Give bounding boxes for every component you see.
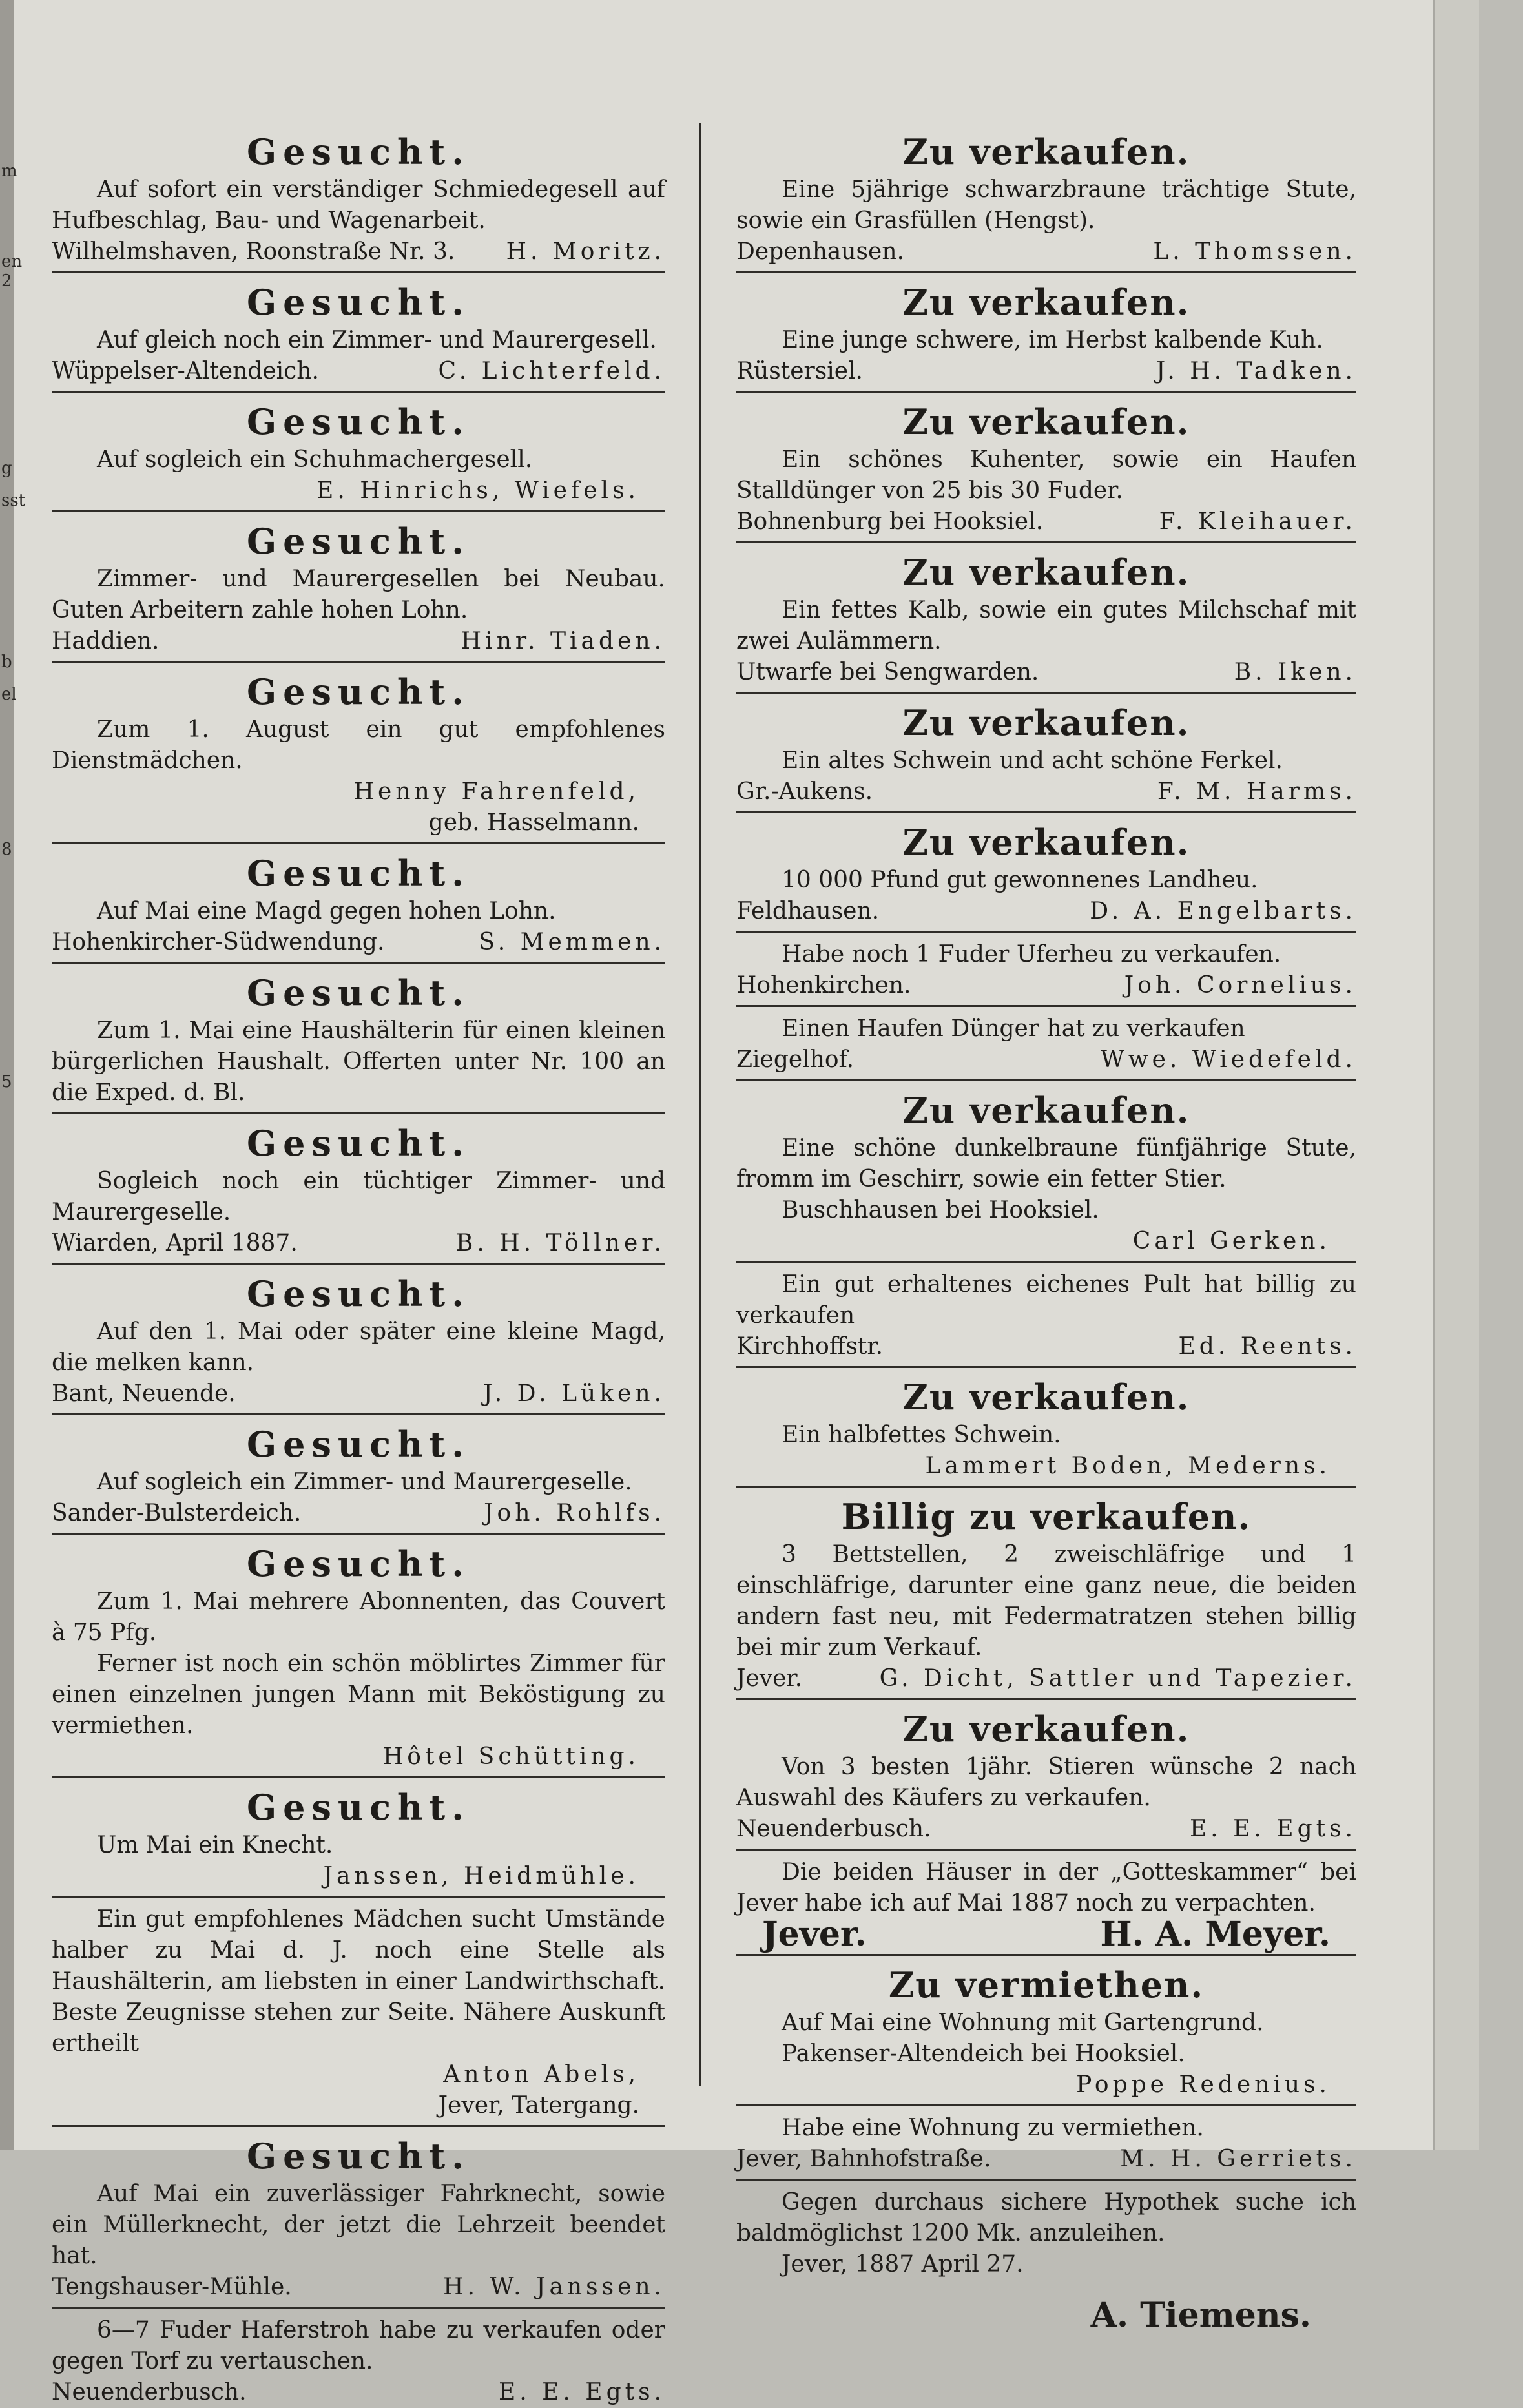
advertisement (736, 1962, 1356, 2106)
ad-signature: Anton Abels, (443, 2061, 639, 2088)
ad-signature: Henny Fahrenfeld, (353, 778, 639, 805)
advertisement (52, 1121, 665, 1265)
ad-signature-row (736, 236, 1356, 267)
ad-text: Eine junge schwere, im Herbst kalbende Kuh. (782, 327, 1323, 353)
page-edge (1433, 0, 1479, 2150)
advertisement (736, 1707, 1356, 1851)
left-column (52, 129, 665, 2408)
ad-heading: Gesucht. (246, 1123, 471, 1164)
ad-rule (736, 931, 1356, 933)
margin-fragment: 2 (1, 271, 12, 291)
ad-signature-row (736, 970, 1356, 1001)
margin-fragment: en (1, 252, 23, 271)
ad-location: Wüppelser-Altendeich. (52, 358, 319, 384)
ad-heading: Gesucht. (246, 1787, 471, 1828)
ad-text: Eine schöne dunkelbraune fünfjährige Stute, fromm im Geschirr, sowie ein fetter Stier. (736, 1135, 1356, 1192)
ad-signature: Ed. Reents. (1178, 1333, 1356, 1360)
advertisement (736, 1857, 1356, 1956)
advertisement (52, 280, 665, 393)
ad-rule (52, 2125, 665, 2127)
ad-signature: E. Hinrichs, Wiefels. (316, 477, 639, 504)
ad-rule (736, 2104, 1356, 2106)
ad-heading: Gesucht. (246, 1543, 471, 1584)
ad-location: Rüstersiel. (736, 358, 863, 384)
advertisement (736, 129, 1356, 273)
ad-signature: C. Lichterfeld. (438, 358, 665, 384)
advertisement (736, 550, 1356, 694)
ad-text: Sogleich noch ein tüchtiger Zimmer- und Maurergeselle. (52, 1168, 665, 1225)
ad-heading: Gesucht. (246, 1273, 471, 1314)
ad-heading: Gesucht. (246, 521, 471, 562)
ad-signature-row (52, 927, 665, 958)
ad-signature-row (736, 1044, 1356, 1075)
ad-text: Zum 1. Mai eine Haushälterin für einen kleinen bürgerlichen Haushalt. Offerten unter Nr. 100 an die Exped. d. Bl. (52, 1017, 665, 1106)
margin-fragment: sst (1, 491, 26, 510)
ad-signature-line2: geb. Hasselmann. (428, 809, 639, 836)
ad-rule (52, 1776, 665, 1778)
ad-location: Ziegelhof. (736, 1046, 855, 1073)
ad-text: Buschhausen bei Hooksiel. (782, 1197, 1099, 1223)
ad-rule (736, 271, 1356, 273)
ad-signature: Lammert Boden, Mederns. (925, 1453, 1331, 1479)
ad-location: Gr.-Aukens. (736, 778, 873, 805)
ad-signature: L. Thomssen. (1153, 238, 1356, 265)
advertisement (52, 519, 665, 663)
advertisement (52, 1422, 665, 1535)
ad-text: Von 3 besten 1jähr. Stieren wünsche 2 nach Auswahl des Käufers zu verkaufen. (736, 1754, 1356, 1811)
ad-signature-row (736, 1663, 1356, 1694)
column-divider (699, 123, 701, 2086)
ad-signature-row (736, 1331, 1356, 1362)
advertisement (52, 669, 665, 844)
advertisement (736, 1013, 1356, 1081)
advertisement (52, 399, 665, 512)
advertisement (736, 1269, 1356, 1368)
ad-rule (736, 1486, 1356, 1488)
ad-text: Auf gleich noch ein Zimmer- und Maurergesell. (97, 327, 657, 353)
ad-text: 3 Bettstellen, 2 zweischläfrige und 1 einschläfrige, darunter eine ganz neue, die beiden andern fast neu, mit Federmatratzen stehen billig bei mir zum Verkauf. (736, 1541, 1356, 1661)
ad-text: Auf sofort ein verständiger Schmiedegesell auf Hufbeschlag, Bau- und Wagenarbeit. (52, 176, 665, 234)
ad-text: Auf den 1. Mai oder später eine kleine Magd, die melken kann. (52, 1318, 665, 1376)
ad-location: Wilhelmshaven, Roonstraße Nr. 3. (52, 238, 455, 265)
advertisement (736, 2113, 1356, 2181)
ad-location: Neuenderbusch. (52, 2379, 247, 2405)
advertisement (52, 1271, 665, 1415)
ad-signature: Janssen, Heidmühle. (323, 1863, 639, 1889)
advertisement (52, 129, 665, 273)
ad-location: Jever. (762, 1915, 867, 1954)
ad-signature-row (736, 896, 1356, 927)
ad-signature: G. Dicht, Sattler und Tapezier. (879, 1665, 1356, 1692)
ad-signature-row (52, 1378, 665, 1409)
ad-location: Hohenkircher-Südwendung. (52, 929, 385, 955)
ad-signature: H. Moritz. (506, 238, 665, 265)
ad-text: Zum 1. August ein gut empfohlenes Dienstmädchen. (52, 716, 665, 774)
advertisement (736, 1088, 1356, 1263)
margin-fragment: m (1, 161, 17, 181)
ad-signature: E. E. Egts. (1189, 1816, 1356, 1842)
advertisement (736, 280, 1356, 393)
margin-fragment: g (1, 459, 12, 478)
ad-location: Bant, Neuende. (52, 1380, 236, 1407)
advertisement (736, 1375, 1356, 1488)
ad-text: Ein fettes Kalb, sowie ein gutes Milchschaf mit zwei Aulämmern. (736, 597, 1356, 654)
ad-signature: Carl Gerken. (1132, 1228, 1331, 1254)
ad-text: Auf sogleich ein Zimmer- und Maurergeselle. (97, 1469, 632, 1495)
ad-location: Haddien. (52, 628, 160, 654)
ad-text: Pakenser-Altendeich bei Hooksiel. (782, 2040, 1185, 2067)
ad-text: Ferner ist noch ein schön möblirtes Zimmer für einen einzelnen jungen Mann mit Beköstigung zu vermiethen. (52, 1650, 665, 1739)
ad-signature: F. M. Harms. (1157, 778, 1356, 805)
ad-text: Eine 5jährige schwarzbraune trächtige Stute, sowie ein Grasfüllen (Hengst). (736, 176, 1356, 234)
margin-fragment: 5 (1, 1072, 12, 1092)
ad-signature: B. Iken. (1234, 659, 1356, 685)
ad-heading: Zu verkaufen. (902, 1090, 1190, 1131)
ad-heading: Zu vermiethen. (888, 1964, 1205, 2006)
ad-signature: Joh. Cornelius. (1124, 972, 1356, 999)
advertisement (52, 1785, 665, 1898)
advertisement (736, 399, 1356, 543)
ad-text: Ein altes Schwein und acht schöne Ferkel. (782, 747, 1283, 774)
ad-text: Gegen durchaus sichere Hypothek suche ich baldmöglichst 1200 Mk. anzuleihen. (736, 2189, 1356, 2247)
ad-heading: Zu verkaufen. (902, 1708, 1190, 1750)
advertisement (736, 939, 1356, 1007)
ad-text: Habe eine Wohnung zu vermiethen. (782, 2115, 1204, 2141)
ad-location: Depenhausen. (736, 238, 904, 265)
advertisement (52, 970, 665, 1114)
ad-signature-row (736, 356, 1356, 387)
ad-rule (736, 1005, 1356, 1007)
ad-rule (52, 271, 665, 273)
ad-text: Habe noch 1 Fuder Uferheu zu verkaufen. (782, 941, 1281, 968)
ad-text: Ein schönes Kuhenter, sowie ein Haufen Stalldünger von 25 bis 30 Fuder. (736, 446, 1356, 504)
ad-heading: Gesucht. (246, 401, 471, 442)
ad-text: Auf Mai ein zuverlässiger Fahrknecht, sowie ein Müllerknecht, der jetzt die Lehrzeit beendet hat. (52, 2181, 665, 2269)
ad-signature: E. E. Egts. (498, 2379, 665, 2405)
ad-signature: J. D. Lüken. (483, 1380, 665, 1407)
ad-text: Auf Mai eine Wohnung mit Gartengrund. (782, 2009, 1264, 2036)
ad-rule (736, 1366, 1356, 1368)
ad-signature-row (736, 2144, 1356, 2175)
ad-heading: Gesucht. (246, 1424, 471, 1465)
advertisement (736, 820, 1356, 933)
ad-text: Jever, 1887 April 27. (782, 2251, 1024, 2278)
ad-signature-row (736, 1814, 1356, 1845)
ad-rule (736, 811, 1356, 813)
ad-heading: Gesucht. (246, 2135, 471, 2177)
margin-fragment: b (1, 652, 12, 672)
ad-location: Bohnenburg bei Hooksiel. (736, 508, 1044, 535)
ad-location: Wiarden, April 1887. (52, 1230, 298, 1256)
ad-heading: Gesucht. (246, 671, 471, 712)
ad-signature-line2: Jever, Tatergang. (438, 2092, 639, 2119)
ad-rule (52, 510, 665, 512)
ad-signature-row (736, 657, 1356, 688)
ad-text: Ein gut erhaltenes eichenes Pult hat billig zu verkaufen (736, 1271, 1356, 1329)
ad-signature-row (52, 626, 665, 657)
ad-signature: M. H. Gerriets. (1120, 2146, 1356, 2172)
ad-rule (52, 1112, 665, 1114)
ad-location: Jever. (736, 1665, 803, 1692)
ad-signature-row (736, 776, 1356, 807)
ad-text: 10 000 Pfund gut gewonnenes Landheu. (782, 867, 1258, 893)
ad-heading: Zu verkaufen. (902, 702, 1190, 743)
ad-text: Zum 1. Mai mehrere Abonnenten, das Couvert à 75 Pfg. (52, 1588, 665, 1646)
ad-signature: H. W. Janssen. (443, 2274, 665, 2300)
ad-heading: Billig zu verkaufen. (841, 1496, 1252, 1537)
ad-rule (52, 1533, 665, 1535)
advertisement (736, 700, 1356, 813)
ad-rule (736, 1261, 1356, 1263)
margin-fragment: 8 (1, 840, 12, 859)
right-column (736, 129, 1356, 2335)
ad-signature-row (736, 1915, 1356, 1954)
ad-rule (736, 541, 1356, 543)
ad-rule (52, 1896, 665, 1898)
ad-heading: Zu verkaufen. (902, 822, 1190, 863)
advertisement (736, 1494, 1356, 1700)
ad-heading: Zu verkaufen. (902, 131, 1190, 172)
ad-heading: Gesucht. (246, 972, 471, 1013)
ad-signature: A. Tiemens. (1090, 2296, 1311, 2335)
ad-rule (52, 1413, 665, 1415)
ad-rule (736, 391, 1356, 393)
ad-text: Ein halbfettes Schwein. (782, 1422, 1061, 1448)
ad-rule (736, 1079, 1356, 1081)
ad-signature: Hôtel Schütting. (382, 1743, 639, 1770)
ad-rule (52, 1263, 665, 1265)
ad-signature: D. A. Engelbarts. (1090, 898, 1356, 924)
ad-location: Tengshauser-Mühle. (52, 2274, 292, 2300)
ad-heading: Gesucht. (246, 282, 471, 323)
ad-location: Neuenderbusch. (736, 1816, 931, 1842)
advertisement (52, 2315, 665, 2408)
ad-heading: Gesucht. (246, 131, 471, 172)
ad-heading: Zu verkaufen. (902, 552, 1190, 593)
ad-rule (52, 391, 665, 393)
ad-signature: B. H. Töllner. (455, 1230, 665, 1256)
ad-rule (736, 692, 1356, 694)
ad-text: Zimmer- und Maurergesellen bei Neubau. Guten Arbeitern zahle hohen Lohn. (52, 566, 665, 623)
ad-rule (52, 842, 665, 844)
ad-rule (736, 1849, 1356, 1851)
ad-location: Kirchhoffstr. (736, 1333, 884, 1360)
ad-location: Jever, Bahnhofstraße. (736, 2146, 991, 2172)
margin-fragment: el (1, 685, 17, 704)
ad-text: Einen Haufen Dünger hat zu verkaufen (782, 1015, 1245, 1042)
ad-signature: Hinr. Tiaden. (461, 628, 665, 654)
ad-signature-row (52, 1498, 665, 1529)
ad-signature: J. H. Tadken. (1155, 358, 1356, 384)
ad-rule (52, 962, 665, 964)
ad-heading: Zu verkaufen. (902, 282, 1190, 323)
ad-rule (52, 661, 665, 663)
ad-signature-row (52, 236, 665, 267)
ad-rule (736, 1698, 1356, 1700)
ad-signature: F. Kleihauer. (1159, 508, 1356, 535)
ad-signature: H. A. Meyer. (1100, 1915, 1331, 1954)
ad-text: Die beiden Häuser in der „Gotteskammer“ bei Jever habe ich auf Mai 1887 noch zu verpachten. (736, 1859, 1356, 1916)
advertisement (52, 1541, 665, 1778)
ad-text: Um Mai ein Knecht. (97, 1832, 333, 1858)
ad-signature-row (52, 2377, 665, 2408)
ad-text: Ein gut empfohlenes Mädchen sucht Umstände halber zu Mai d. J. noch eine Stelle als Haushälterin, am liebsten in einer Landwirthschaft. Beste Zeugnisse stehen zur Seite. Nähere Auskunft ertheilt (52, 1906, 665, 2057)
ad-signature-row (52, 2272, 665, 2303)
ad-signature-row (52, 1228, 665, 1259)
advertisement (52, 1904, 665, 2127)
ad-heading: Zu verkaufen. (902, 1376, 1190, 1418)
ad-location: Utwarfe bei Sengwarden. (736, 659, 1039, 685)
ad-rule (736, 1954, 1356, 1956)
ad-location: Hohenkirchen. (736, 972, 911, 999)
ad-rule (736, 2179, 1356, 2181)
ad-text: 6—7 Fuder Haferstroh habe zu verkaufen oder gegen Torf zu vertauschen. (52, 2317, 665, 2374)
ad-signature: Poppe Redenius. (1076, 2071, 1331, 2098)
ad-signature: Wwe. Wiedefeld. (1100, 1046, 1356, 1073)
ad-text: Auf sogleich ein Schuhmachergesell. (97, 446, 533, 473)
advertisement (52, 2133, 665, 2309)
ad-signature: S. Memmen. (479, 929, 665, 955)
ad-rule (52, 2307, 665, 2309)
ad-location: Sander-Bulsterdeich. (52, 1500, 302, 1526)
ad-heading: Gesucht. (246, 853, 471, 894)
ad-signature-row (52, 356, 665, 387)
ad-signature: Joh. Rohlfs. (484, 1500, 665, 1526)
ad-heading: Zu verkaufen. (902, 401, 1190, 442)
advertisement (736, 2187, 1356, 2335)
ad-location: Feldhausen. (736, 898, 880, 924)
advertisement (52, 851, 665, 964)
ad-text: Auf Mai eine Magd gegen hohen Lohn. (97, 898, 556, 924)
ad-signature-row (736, 506, 1356, 537)
